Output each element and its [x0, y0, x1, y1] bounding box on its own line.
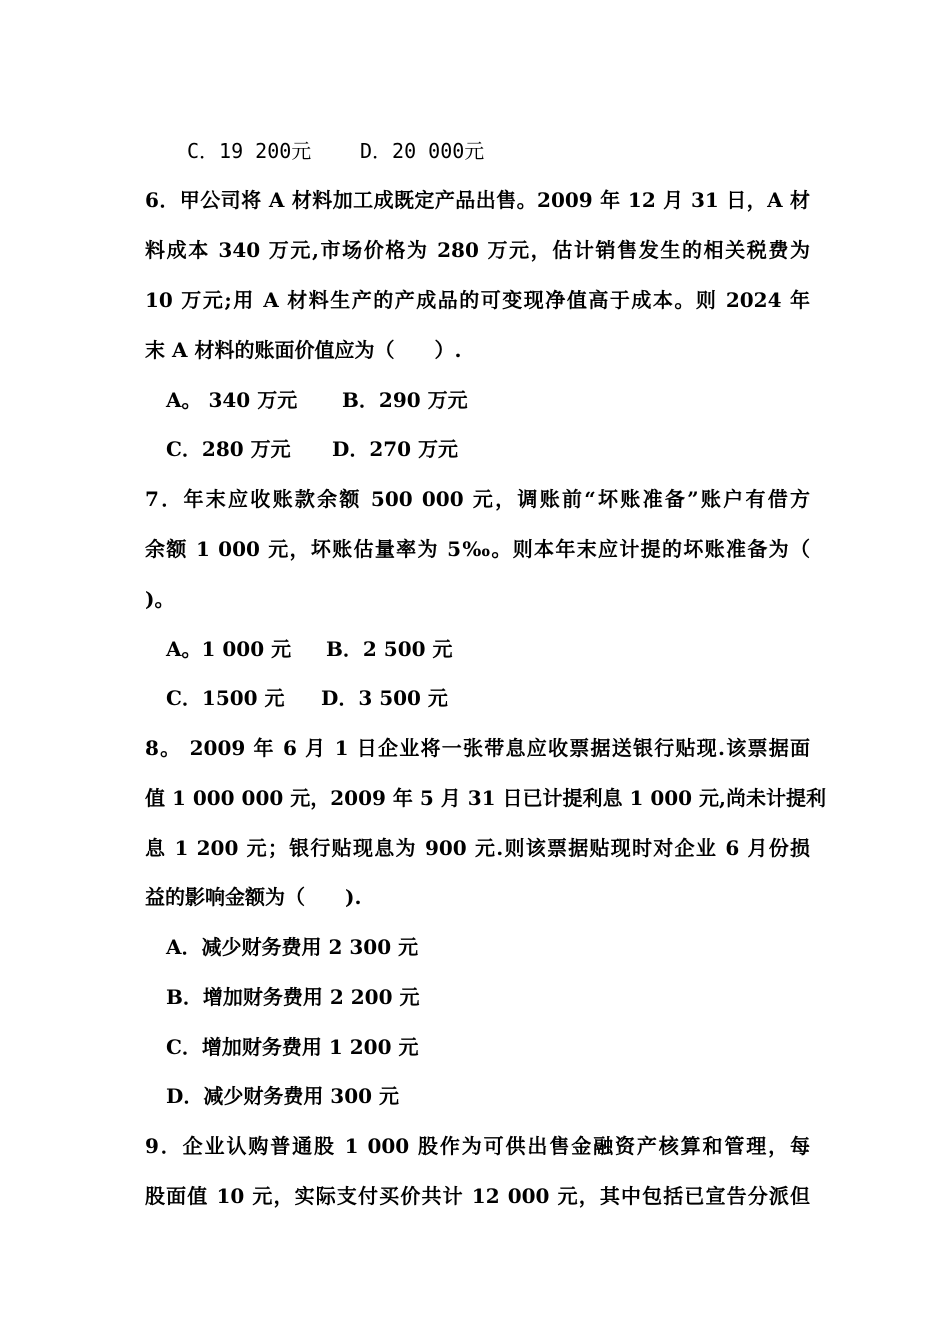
q6-line-3: 10 万元;用 A 材料生产的产成品的可变现净值高于成本。则 2024 年 [145, 288, 810, 312]
q9-line-1: 9．企业认购普通股 1 000 股作为可供出售金融资产核算和管理，每 [145, 1134, 810, 1158]
q5-option-c: C．19 200元 [187, 139, 312, 163]
q6-option-c: C．280 万元 [166, 437, 291, 461]
q8-line-4: 益的影响金额为（ ). [145, 885, 362, 909]
q7-line-2: 余额 1 000 元，坏账估量率为 5‰。则本年末应计提的坏账准备为（ [145, 537, 810, 561]
q8-option-c: C．增加财务费用 1 200 元 [166, 1035, 419, 1059]
q7-option-a: A。1 000 元 [166, 637, 292, 661]
q7-line-1: 7．年末应收账款余额 500 000 元，调账前“坏账准备”账户有借方 [145, 487, 810, 511]
q8-line-2: 值 1 000 000 元，2009 年 5 月 31 日已计提利息 1 000 元,尚未计提利 [145, 786, 827, 810]
q6-line-2: 料成本 340 万元,市场价格为 280 万元，估计销售发生的相关税费为 [145, 238, 810, 262]
q7-option-d: D．3 500 元 [321, 686, 448, 710]
q5-option-d: D．20 000元 [360, 139, 485, 163]
q8-option-b: B．增加财务费用 2 200 元 [166, 985, 420, 1009]
q8-option-d: D．减少财务费用 300 元 [166, 1084, 400, 1108]
q9-line-2: 股面值 10 元，实际支付买价共计 12 000 元，其中包括已宣告分派但 [145, 1184, 810, 1208]
q7-line-3: )。 [145, 587, 175, 611]
q7-option-b: B．2 500 元 [326, 637, 453, 661]
q6-option-d: D．270 万元 [332, 437, 459, 461]
q6-option-b: B．290 万元 [342, 388, 468, 412]
q7-option-c: C．1500 元 [166, 686, 285, 710]
q8-option-a: A．减少财务费用 2 300 元 [166, 935, 419, 959]
q8-line-3: 息 1 200 元；银行贴现息为 900 元.则该票据贴现时对企业 6 月份损 [145, 836, 810, 860]
q6-line-1: 6．甲公司将 A 材料加工成既定产品出售。2009 年 12 月 31 日，A 材 [145, 188, 810, 212]
q8-line-1: 8。 2009 年 6 月 1 日企业将一张带息应收票据送银行贴现.该票据面 [145, 736, 810, 760]
q6-line-4: 末 A 材料的账面价值应为（ ）. [145, 338, 462, 362]
q6-option-a: A。 340 万元 [166, 388, 298, 412]
